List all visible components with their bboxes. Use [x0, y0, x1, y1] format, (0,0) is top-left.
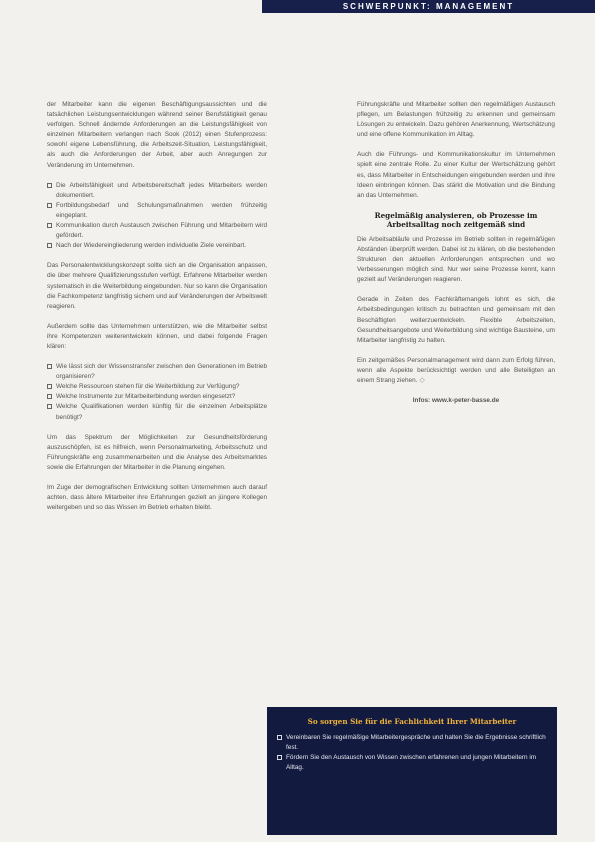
paragraph: Gerade in Zeiten des Fachkräftemangels lohnt es sich, die Arbeitsbedingungen kritisch zu betrachten und gemeinsam mit den Beschäftigten weiterzuentwickeln. Flexible Arbeitszeiten, Gesundheitsangebote und Weiterbildung sind wichtige Bausteine, um Mitarbeiter langfristig zu halten.: [357, 296, 555, 344]
info-link[interactable]: Infos: www.k-peter-basse.de: [412, 397, 500, 405]
paragraph: der Mitarbeiter kann die eigenen Beschäftigungsaussichten und die tatsächlichen Leistungsentwicklungen während seiner Berufstätigkeit genau verfolgen. Schnell ändernde Anforderungen an die Leistungsfähigkeit von einzelnen Mitarbeitern verlangen nach Sook (2012) einen Stufenprozess: sowohl eigene Lebensführung, die Arbeitszeit-Situation, Leistungsfähigkeit, als auch die Anforderungen der Arbeit, aber auch Anregungen zur Veränderung im Unternehmen.: [47, 101, 267, 169]
list-item-text: Fortbildungsbedarf und Schulungsmaßnahmen werden frühzeitig eingeplant.: [56, 201, 267, 219]
square-bullet-icon: [47, 404, 52, 409]
list-item-text: Welche Instrumente zur Mitarbeiterbindung werden eingesetzt?: [56, 393, 236, 401]
list-item: [277, 753, 547, 773]
list-item-text: Welche Qualifikationen werden künftig für die einzelnen Arbeitsplätze benötigt?: [56, 403, 267, 421]
list-item: [47, 392, 267, 402]
list-item-text: Wie lässt sich der Wissenstransfer zwischen den Generationen im Betrieb organisieren?: [56, 363, 267, 381]
list-item-text: Vereinbaren Sie regelmäßige Mitarbeitergespräche und halten Sie die Ergebnisse schriftlich fest.: [286, 734, 546, 751]
list-item: [277, 733, 547, 753]
tip-box-list: [277, 733, 547, 773]
list-item: [47, 181, 267, 201]
square-bullet-icon: [47, 364, 52, 369]
list-item: [47, 201, 267, 221]
end-of-article-icon: ◇: [419, 376, 425, 384]
bullet-list: [47, 362, 267, 423]
square-bullet-icon: [277, 755, 282, 760]
paragraph: Außerdem sollte das Unternehmen unterstützen, wie die Mitarbeiter selbst ihre Kompetenzen weiterentwickeln können, und dabei folgende Fragen klären:: [47, 322, 267, 350]
list-item-text: Fördern Sie den Austausch von Wissen zwischen erfahrenen und jungen Mitarbeitern im Alltag.: [286, 754, 537, 771]
list-item: [47, 241, 267, 251]
paragraph: Auch die Führungs- und Kommunikationskultur im Unternehmen spielt eine zentrale Rolle. Zu einer Kultur der Wertschätzung gehört es, dass Mitarbeiter in Entscheidungen eingebunden werden und ihre Ideen einbringen können. Das stärkt die Motivation und die Bindung an das Unternehmen.: [357, 151, 555, 199]
square-bullet-icon: [47, 223, 52, 228]
bullet-list: [47, 181, 267, 252]
paragraph: Die Arbeitsabläufe und Prozesse im Betrieb sollten in regelmäßigen Abständen überprüft werden. Dabei ist zu klären, ob die bestehenden Strukturen den aktuellen Anforderungen entsprechen und wo Verbesserungen möglich sind. Nur wer seine Prozesse kennt, kann gezielt auf Veränderungen reagieren.: [357, 235, 555, 284]
right-column: [357, 100, 555, 406]
section-header-title: SCHWERPUNKT: MANAGEMENT: [342, 2, 515, 11]
tip-box-title: So sorgen Sie für die Fachlichkeit Ihrer Mitarbeiter: [307, 717, 517, 726]
paragraph: Im Zuge der demografischen Entwicklung sollten Unternehmen auch darauf achten, dass ältere Mitarbeiter ihre Erfahrungen gezielt an jüngere Kollegen weitergeben und so das Wissen im Betrieb erhalten bleibt.: [47, 484, 267, 512]
square-bullet-icon: [47, 183, 52, 188]
square-bullet-icon: [277, 735, 282, 740]
tip-box: [267, 707, 557, 835]
section-heading: Regelmäßig analysieren, ob Prozesse im Arbeitsalltag noch zeitgemäß sind: [374, 210, 538, 229]
list-item: [47, 221, 267, 241]
paragraph: Das Personalentwicklungskonzept sollte sich an die Organisation anpassen, die über mehrere Qualifizierungsstufen verfügt. Erfahrene Mitarbeiter werden systematisch in die Weiterbildung eingebunden. Nur so kann die Organisation die Fachkompetenz langfristig sichern und auf Veränderungen der Arbeitswelt reagieren.: [47, 262, 267, 310]
list-item-text: Kommunikation durch Austausch zwischen Führung und Mitarbeitern wird gefördert.: [56, 222, 267, 240]
list-item-text: Welche Ressourcen stehen für die Weiterbildung zur Verfügung?: [56, 383, 240, 391]
square-bullet-icon: [47, 243, 52, 248]
list-item: [47, 362, 267, 382]
square-bullet-icon: [47, 203, 52, 208]
paragraph: Führungskräfte und Mitarbeiter sollten den regelmäßigen Austausch pflegen, um Belastungen frühzeitig zu erkennen und gemeinsam Lösungen zu entwickeln. Dazu gehören Anerkennung, Wertschätzung und eine offene Kommunikation im Alltag.: [357, 101, 555, 139]
square-bullet-icon: [47, 384, 52, 389]
section-header: [262, 0, 595, 13]
square-bullet-icon: [47, 394, 52, 399]
list-item: [47, 382, 267, 392]
paragraph: Um das Spektrum der Möglichkeiten zur Gesundheitsförderung auszuschöpfen, ist es hilfreich, wenn Personalmarketing, Arbeitsschutz und Führungskräfte eng zusammenarbeiten und die Analyse des Arbeitsmarktes sowie die Erfahrungen der Mitarbeiter in die Planung eingehen.: [47, 433, 267, 471]
left-column: [47, 100, 267, 523]
list-item: [47, 402, 267, 422]
list-item-text: Die Arbeitsfähigkeit und Arbeitsbereitschaft jedes Mitarbeiters werden dokumentiert.: [56, 181, 267, 199]
paragraph-text: Ein zeitgemäßes Personalmanagement wird dann zum Erfolg führen, wenn alle Aspekte berücksichtigt werden und alle Beteiligten an einem Strang ziehen.: [357, 356, 555, 384]
paragraph: [357, 356, 555, 386]
list-item-text: Nach der Wiedereingliederung werden individuelle Ziele vereinbart.: [56, 242, 247, 250]
